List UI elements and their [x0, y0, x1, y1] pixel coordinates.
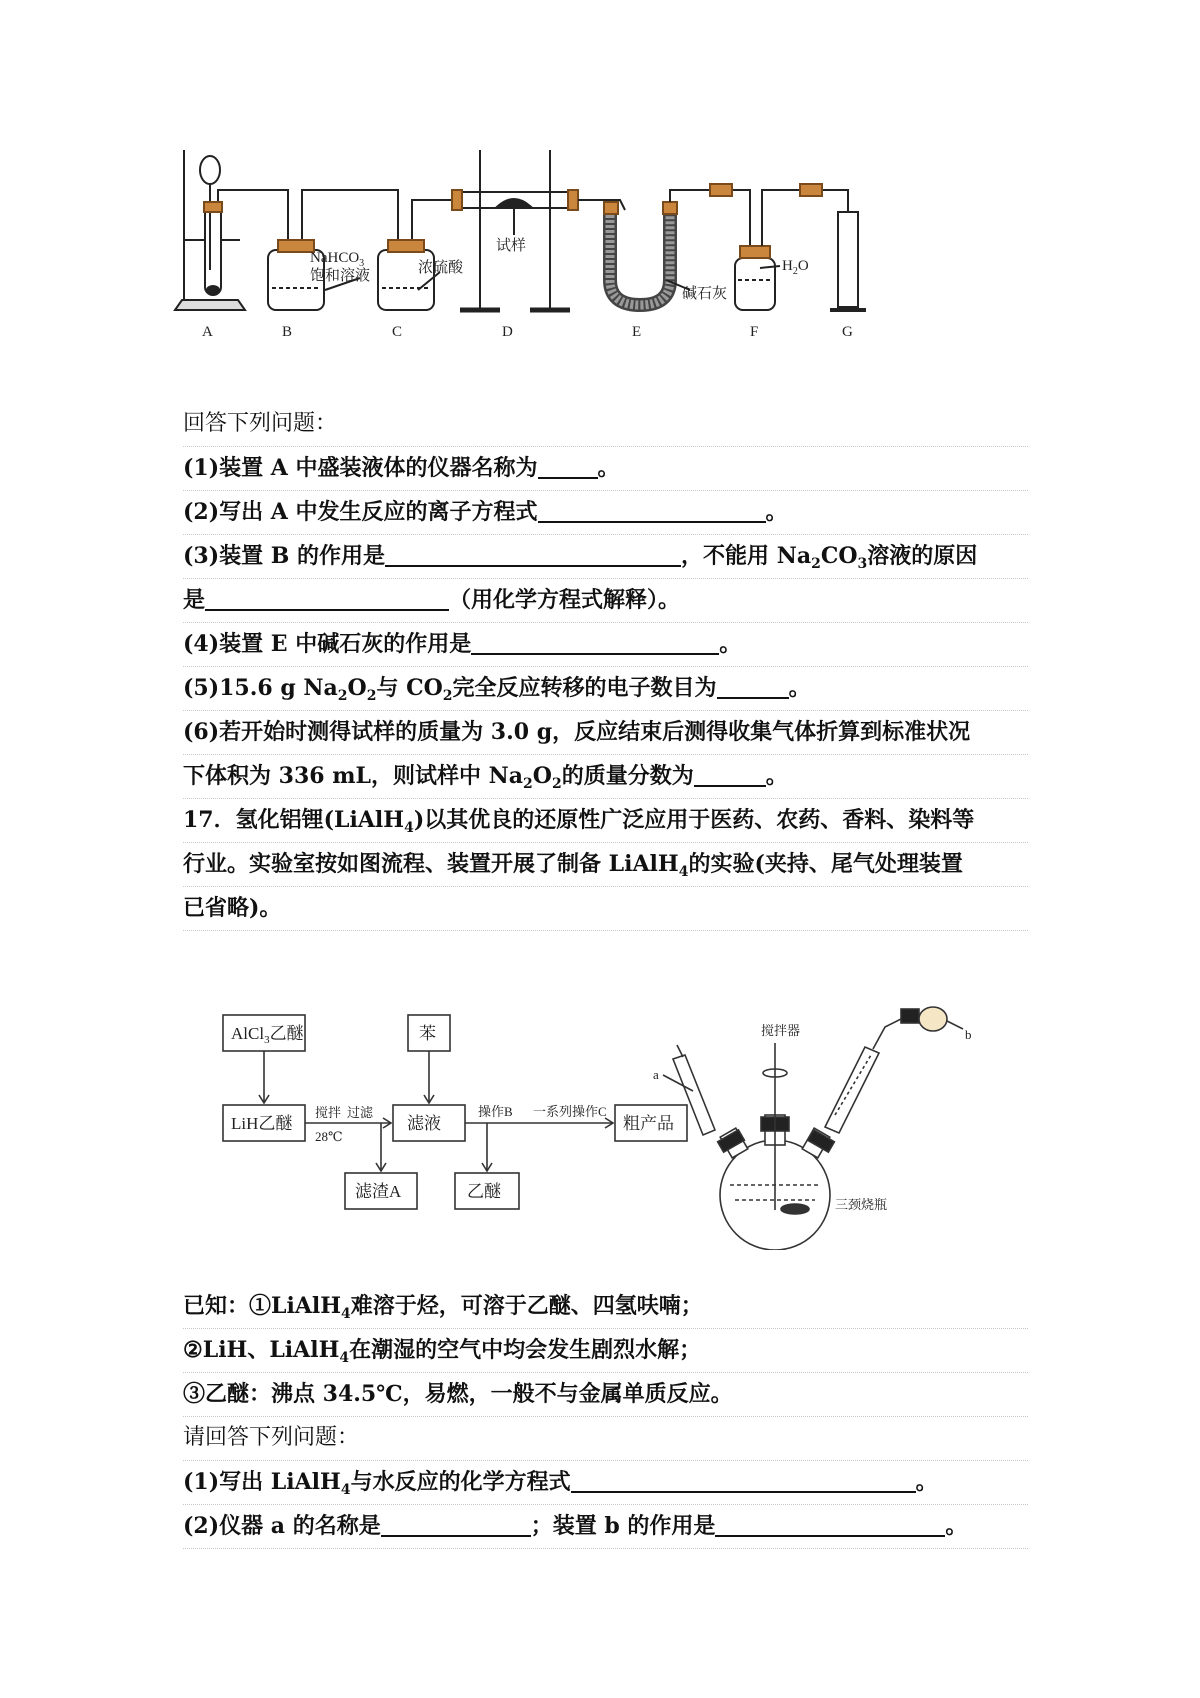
label-c: C: [392, 324, 403, 340]
answer-blank[interactable]: [571, 1465, 916, 1493]
flow-filter: 过滤: [347, 1105, 374, 1120]
q17-intro-line-2: 行业。实验室按如图流程、装置开展了制备 LiAlH$_4$的实验(夹持、尾气处理装置: [183, 842, 1028, 887]
q16-item-6-cont: 下体积为 336 mL，则试样中 $Na_2O_2$的质量分数为 。: [183, 754, 1028, 799]
instrument-a-label: a: [653, 1067, 659, 1082]
q17-intro-line-1: 17．氢化铝锂(LiAlH$_4$)以其优良的还原性广泛应用于医药、农药、香料、染料等: [183, 798, 1028, 843]
q17-ask: 请回答下列问题：: [183, 1416, 1028, 1461]
saturated-solution-label: 饱和溶液: [310, 268, 371, 284]
answer-blank[interactable]: [538, 495, 766, 523]
answer-blank[interactable]: [538, 451, 598, 479]
flow-filtrate: 滤液: [407, 1114, 441, 1133]
q17-item-1: (1)写出 LiAlH$_4$与水反应的化学方程式 。: [183, 1460, 1028, 1505]
instrument-b-label: b: [965, 1027, 972, 1042]
label-b: B: [282, 324, 293, 340]
flow-benzene: 苯: [419, 1024, 436, 1043]
flow-temp: 28℃: [315, 1129, 343, 1144]
answer-blank[interactable]: [715, 1509, 945, 1537]
soda-lime-label: 碱石灰: [682, 286, 728, 302]
flow-alcl3-ether: AlCl$_3$乙醚: [231, 1024, 304, 1046]
flow-operation-c: 一系列操作C: [533, 1104, 607, 1119]
answer-blank[interactable]: [717, 671, 789, 699]
answer-blank[interactable]: [205, 583, 449, 611]
q16-intro: 回答下列问题：: [183, 402, 1028, 447]
flow-ether-out: 乙醚: [467, 1182, 501, 1201]
answer-blank[interactable]: [471, 627, 719, 655]
apparatus-figure-1: [170, 150, 950, 350]
answer-blank[interactable]: [385, 539, 681, 567]
label-d: D: [502, 324, 513, 340]
three-neck-flask-label: 三颈烧瓶: [835, 1197, 888, 1212]
q16-item-5: (5)15.6 g $Na_2O_2$与 $CO_2$完全反应转移的电子数目为 。: [183, 666, 1028, 711]
flow-operation-b: 操作B: [478, 1104, 513, 1119]
apparatus-figure-2: [195, 995, 985, 1250]
nahco3-label: NaHCO$_3$: [310, 250, 365, 269]
label-f: F: [750, 324, 759, 340]
label-g: G: [842, 324, 853, 340]
conc-sulfuric-acid-label: 浓硫酸: [418, 260, 464, 276]
stirrer-label: 搅拌器: [761, 1023, 801, 1038]
sample-label: 试样: [496, 238, 527, 254]
flow-residue-a: 滤渣A: [355, 1182, 402, 1201]
label-e: E: [632, 324, 642, 340]
q17-known-3: ③乙醚：沸点 34.5℃，易燃，一般不与金属单质反应。: [183, 1372, 1028, 1417]
q17-known-2: ②LiH、LiAlH$_4$在潮湿的空气中均会发生剧烈水解；: [183, 1328, 1028, 1373]
q16-item-2: (2)写出 A 中发生反应的离子方程式 。: [183, 490, 1028, 535]
water-label: $H_2O$: [782, 258, 809, 277]
q16-item-3: (3)装置 B 的作用是 ，不能用 $Na_2CO_3$溶液的原因: [183, 534, 1028, 579]
q17-known-1: 已知：①LiAlH$_4$难溶于烃，可溶于乙醚、四氢呋喃；: [183, 1284, 1028, 1329]
flow-lih-ether: LiH乙醚: [231, 1114, 293, 1133]
answer-blank[interactable]: [694, 759, 766, 787]
q16-item-4: (4)装置 E 中碱石灰的作用是 。: [183, 622, 1028, 667]
q16-item-6: (6)若开始时测得试样的质量为 3.0 g，反应结束后测得收集气体折算到标准状况: [183, 710, 1028, 755]
q16-item-1: (1)装置 A 中盛装液体的仪器名称为 。: [183, 446, 1028, 491]
flow-stir: 搅拌: [315, 1105, 342, 1120]
answer-blank[interactable]: [381, 1509, 531, 1537]
label-a: A: [202, 324, 213, 340]
q17-item-2: (2)仪器 a 的名称是 ；装置 b 的作用是 。: [183, 1504, 1028, 1549]
flow-crude-product: 粗产品: [623, 1114, 674, 1133]
q17-intro-line-3: 已省略)。: [183, 886, 1028, 931]
q16-item-3-cont: 是 （用化学方程式解释）。: [183, 578, 1028, 623]
